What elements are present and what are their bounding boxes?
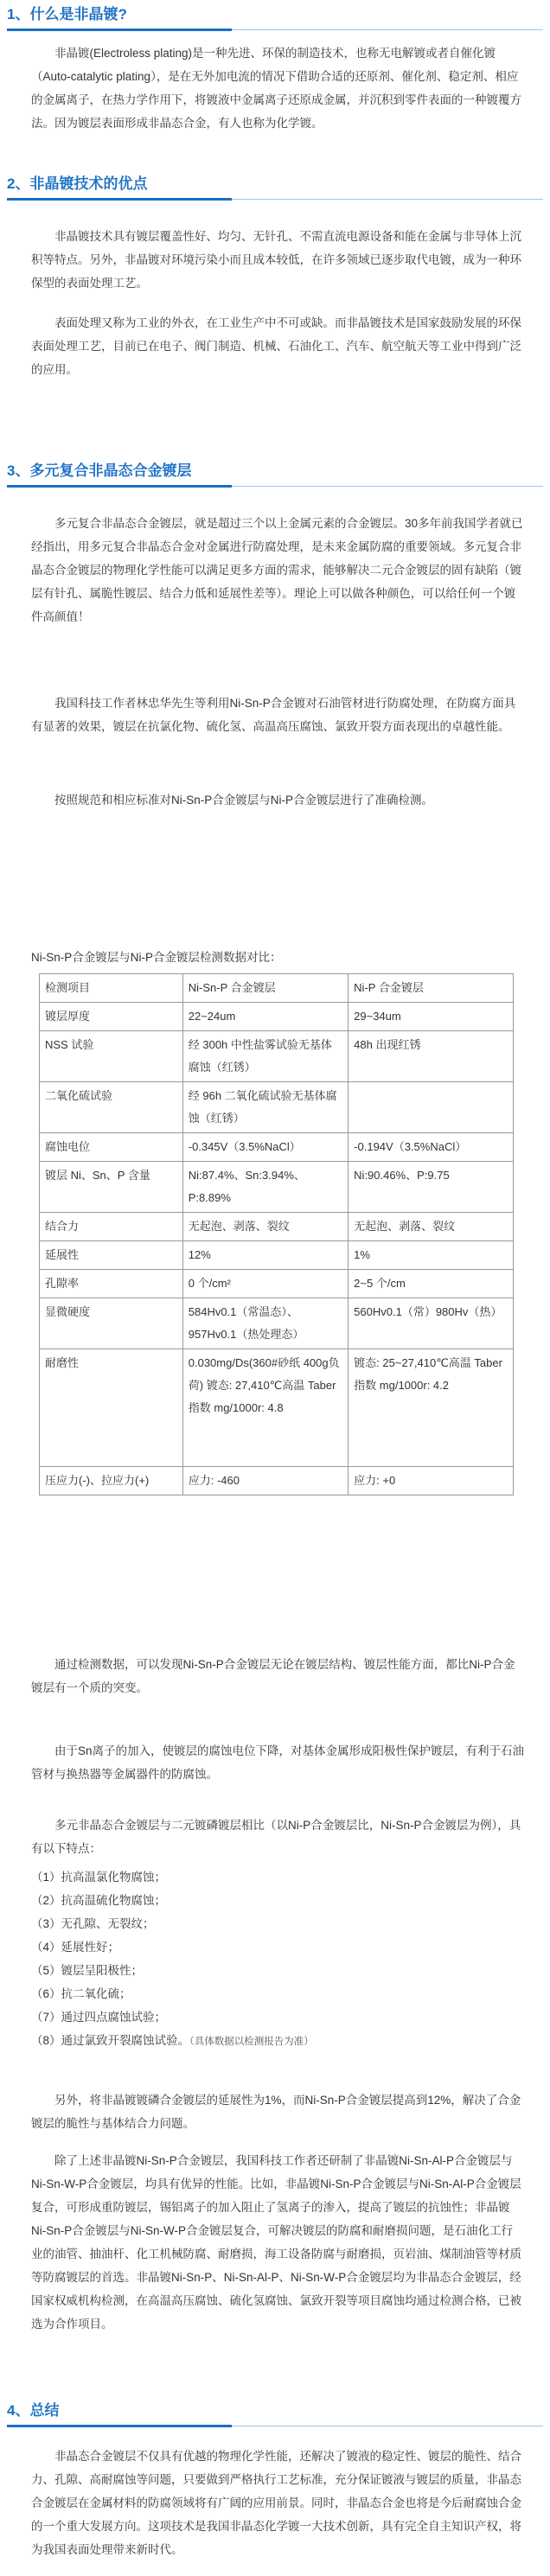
list-item: （1）抗高温氯化物腐蚀； [31, 1871, 167, 1884]
table-cell: 0 个/cm² [182, 1270, 348, 1298]
table-cell: 耐磨性 [40, 1349, 183, 1467]
section-3-paragraph-2: 我国科技工作者林忠华先生等利用Ni-Sn-P合金镀对石油管材进行防腐处理，在防腐方面具有显著的效果，镀层在抗氯化物、硫化氢、高温高压腐蚀、氯致开裂方面表现出的卓越性能。 [31, 697, 516, 733]
table-cell: Ni:87.4%、Sn:3.94%、P:8.89% [182, 1162, 348, 1213]
table-cell: 无起泡、剥落、裂纹 [349, 1213, 514, 1241]
list-item: （7）通过四点腐蚀试验； [31, 2011, 167, 2024]
table-row [40, 1270, 514, 1298]
table-cell: 29~34um [349, 1003, 514, 1031]
table-cell: 584Hv0.1（常温态）、957Hv0.1（热处理态） [182, 1298, 348, 1349]
table-row [40, 1298, 514, 1349]
section-1-title: 1、什么是非晶镀? [7, 6, 127, 22]
comparison-table [39, 973, 514, 1495]
table-cell: 22~24um [182, 1003, 348, 1031]
table-cell: 镀层 Ni、Sn、P 含量 [40, 1162, 183, 1213]
section-3-paragraph-6: 多元非晶态合金镀层与二元镀磷镀层相比（以Ni-P合金镀层比，Ni-Sn-P合金镀层为例），具有以下特点： [31, 1819, 521, 1855]
table-cell: 二氧化硫试验 [40, 1082, 183, 1133]
table-cell [349, 1082, 514, 1133]
section-3-paragraph-8: 除了上述非晶镀Ni-Sn-P合金镀层，我国科技工作者还研制了非晶镀Ni-Sn-Al-P合金镀层与Ni-Sn-W-P合金镀层，均具有优异的性能。比如，非晶镀Ni-Sn-P合金镀层与Ni-Sn-Al-P合金镀层复合，可形成重防镀层，锡铝离子的加入阻止了氢离子的渗入，提高了镀层的抗蚀性；非晶镀Ni-Sn-P合金镀层与Ni-Sn-W-P合金镀层复合，可解决镀层的防腐和耐磨损问题，是石油化工行业的油管、抽油杆、化工机械防腐、耐磨损，海工设备防腐与耐磨损，页岩油、煤制油管等材质等防腐镀层的首选。非晶镀Ni-Sn-P、Ni-Sn-Al-P、Ni-Sn-W-P合金镀层均为非晶态合金镀层，经国家权威机构检测，在高温高压腐蚀、硫化氢腐蚀、氯致开裂等项目腐蚀均通过检测合格，已被选为合作项目。 [31, 2154, 521, 2331]
list-item: （3）无孔隙、无裂纹； [31, 1917, 155, 1930]
table-cell: 应力: -460 [182, 1467, 348, 1495]
list-item: （2）抗高温硫化物腐蚀； [31, 1894, 167, 1907]
table-cell: 显微硬度 [40, 1298, 183, 1349]
table-cell: Ni:90.46%、P:9.75 [349, 1162, 514, 1213]
table-cell: 2~5 个/cm [349, 1270, 514, 1298]
table-cell: -0.194V（3.5%NaCl） [349, 1133, 514, 1162]
table-caption: Ni-Sn-P合金镀层与Ni-P合金镀层检测数据对比： [31, 951, 282, 964]
list-item: （8）通过氯致开裂腐蚀试验。（具体数据以检测报告为准） [31, 2034, 314, 2047]
list-note: （具体数据以检测报告为准） [189, 2037, 314, 2047]
table-row [40, 1082, 514, 1133]
section-2-paragraph-1: 非晶镀技术具有镀层覆盖性好、均匀、无针孔、不需直流电源设备和能在金属与非导体上沉积等特点。另外，非晶镀对环境污染小而且成本较低，在许多领域已逐步取代电镀，成为一种环保型的表面处理工艺。 [31, 230, 521, 290]
list-item: （4）延展性好； [31, 1941, 120, 1954]
table-cell: 延展性 [40, 1241, 183, 1270]
section-4-paragraph: 非晶态合金镀层不仅具有优越的物理化学性能，还解决了镀液的稳定性、镀层的脆性、结合力、孔隙、高耐腐蚀等问题，只要做到严格执行工艺标准，充分保证镀液与镀层的质量，非晶态合金镀层在金属材料的防腐领域将有广阔的应用前景。同时，非晶态合金也将是今后耐腐蚀合金的一个重大发展方向。这项技术是我国非晶态化学镀一大技术创新，具有完全自主知识产权，将为我国表面处理带来新时代。 [31, 2450, 521, 2556]
table-header-row [40, 974, 514, 1003]
section-divider [7, 486, 543, 487]
section-3-paragraph-5: 由于Sn离子的加入，使镀层的腐蚀电位下降，对基体金属形成阳极性保护镀层，有利于石油管材与换热器等金属器件的防腐蚀。 [31, 1744, 525, 1781]
section-2-paragraph-2: 表面处理又称为工业的外衣，在工业生产中不可或缺。而非晶镀技术是国家鼓励发展的环保表面处理工艺，目前已在电子、阀门制造、机械、石油化工、汽车、航空航天等工业中得到广泛的应用。 [31, 316, 521, 376]
table-row [40, 1162, 514, 1213]
table-row [40, 1213, 514, 1241]
table-cell: 应力: +0 [349, 1467, 514, 1495]
table-cell: Ni-Sn-P 合金镀层 [182, 974, 348, 1003]
table-cell: 0.030mg/Ds(360#砂纸 400g负荷) 镀态: 27,410℃高温 Taber指数 mg/1000r: 4.8 [182, 1349, 348, 1467]
table-cell: NSS 试验 [40, 1031, 183, 1082]
table-row [40, 1003, 514, 1031]
list-item: （6）抗二氧化硫； [31, 1987, 131, 2000]
table-cell: 560Hv0.1（常）980Hv（热） [349, 1298, 514, 1349]
section-divider [7, 199, 543, 200]
table-cell: 孔隙率 [40, 1270, 183, 1298]
section-divider [7, 29, 543, 30]
table-cell: 压应力(-)、拉应力(+) [40, 1467, 183, 1495]
section-4-title: 4、总结 [7, 2402, 60, 2419]
table-row [40, 1241, 514, 1270]
table-cell: 经 300h 中性盐雾试验无基体腐蚀（红锈） [182, 1031, 348, 1082]
table-cell: 经 96h 二氧化硫试验无基体腐蚀（红锈） [182, 1082, 348, 1133]
table-cell: 镀层厚度 [40, 1003, 183, 1031]
section-3-paragraph-7: 另外，将非晶镀镀磷合金镀层的延展性为1%，而Ni-Sn-P合金镀层提高到12%，解决了合金镀层的脆性与基体结合力问题。 [31, 2094, 521, 2130]
section-3-title: 3、多元复合非晶态合金镀层 [7, 462, 192, 479]
feature-list [31, 1865, 524, 2054]
table-cell: 无起泡、剥落、裂纹 [182, 1213, 348, 1241]
table-cell: 1% [349, 1241, 514, 1270]
table-cell: 镀态: 25~27,410℃高温 Taber指数 mg/1000r: 4.2 [349, 1349, 514, 1467]
list-item: （5）镀层呈阳极性； [31, 1964, 144, 1977]
section-3-paragraph-4: 通过检测数据，可以发现Ni-Sn-P合金镀层无论在镀层结构、镀层性能方面，都比Ni-P合金镀层有一个质的突变。 [31, 1658, 515, 1694]
section-3-paragraph-1: 多元复合非晶态合金镀层，就是超过三个以上金属元素的合金镀层。30多年前我国学者就已经指出，用多元复合非晶态合金对金属进行防腐处理，是未来金属防腐的重要领域。多元复合非晶态合金镀层的物理化学性能可以满足更多方面的需求，能够解决二元合金镀层的固有缺陷（镀层有针孔、属脆性镀层、结合力低和延展性差等）。理论上可以做各种颜色，可以给任何一个镀件高颜值！ [31, 517, 523, 623]
table-cell: 12% [182, 1241, 348, 1270]
table-cell: 48h 出现红锈 [349, 1031, 514, 1082]
table-row [40, 1031, 514, 1082]
table-cell: 检测项目 [40, 974, 183, 1003]
table-row [40, 1467, 514, 1495]
table-cell: 结合力 [40, 1213, 183, 1241]
section-1-paragraph: 非晶镀(Electroless plating)是一种先进、环保的制造技术，也称无电解镀或者自催化镀（Auto-catalytic plating），是在无外加电流的情况下借助合适的还原剂、催化剂、稳定剂、相应的金属离子，在热力学作用下，将镀液中金属离子还原成金属，并沉积到零件表面的一种镀覆方法。因为镀层表面形成非晶态合金，有人也称为化学镀。 [31, 47, 521, 130]
table-row [40, 1133, 514, 1162]
table-cell: 腐蚀电位 [40, 1133, 183, 1162]
section-2-title: 2、非晶镀技术的优点 [7, 175, 148, 192]
table-cell: -0.345V（3.5%NaCl） [182, 1133, 348, 1162]
section-3-paragraph-3: 按照规范和相应标准对Ni-Sn-P合金镀层与Ni-P合金镀层进行了准确检测。 [54, 794, 434, 807]
table-cell: Ni-P 合金镀层 [349, 974, 514, 1003]
table-row [40, 1349, 514, 1467]
